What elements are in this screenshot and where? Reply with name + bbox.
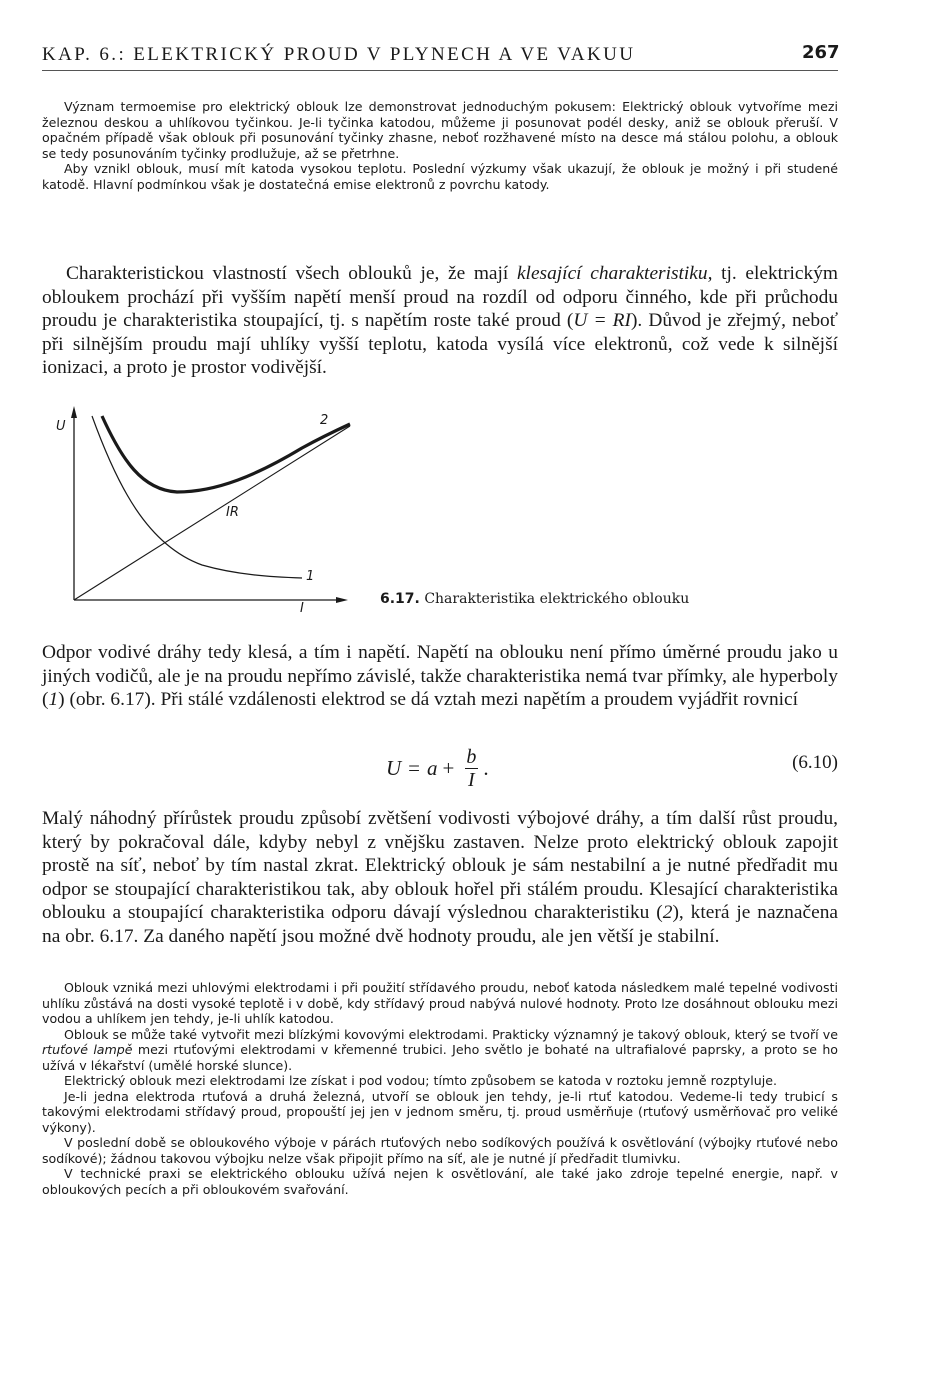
y-axis-arrow — [71, 406, 77, 418]
main-paragraph-1 — [42, 262, 838, 380]
eq-equals: = — [408, 755, 421, 780]
eq-numerator: b — [466, 745, 477, 768]
note-paragraph-4: Je-li jedna elektroda rtuťová a druhá železná, utvoří se oblouk jen tehdy, je-li rtuť katodou. Vedeme-li tedy trubicí s takovými elektrodami střídavý proud, propouští jej jen v jednom směru, tj. proud usměrňuje (rtuťový usměrňovač pro veliké výkony). — [42, 1088, 838, 1135]
figure-number: 6.17. — [380, 591, 420, 607]
arc-characteristic-figure — [52, 400, 362, 615]
note2-text-a: Oblouk se může také vytvořit mezi blízkými kovovými elektrodami. Prakticky významný je takový oblouk, který se tvoří ve — [64, 1026, 838, 1042]
chapter-header: KAP. 6.: ELEKTRICKÝ PROUD V PLYNECH A VE VAKUU — [42, 44, 636, 65]
curve-1-hyperbola — [92, 416, 302, 578]
para1-text-a: Charakteristickou vlastností všech oblouků je, že mají — [66, 263, 517, 284]
para2-text-a: Odpor vodivé dráhy tedy klesá, a tím i napětí. Napětí na oblouku není přímo úměrné proudu jako u jiných vodičů, ale je na proudu nepřímo závislé, takže charakteristika nemá tvar přímky, ale hyperboly ( — [42, 642, 838, 711]
eq-denominator: I — [465, 768, 478, 791]
equation-6-10 — [42, 738, 838, 798]
note-paragraph-5: V poslední době se obloukového výboje v párách rtuťových nebo sodíkových používá k osvětlování (výbojky rtuťové nebo sodíkové); žádnou takovou výbojku nelze však připojit přímo na síť, ale je nutné jí předřadit tlumivku. — [42, 1135, 838, 1166]
curve-1-label: 1 — [306, 569, 315, 584]
x-axis-arrow — [336, 597, 348, 603]
para2-text-b: ) (obr. 6.17). Při stálé vzdálenosti elektrod se dá vztah mezi napětím a proudem vyjádřit rovnicí — [58, 689, 799, 711]
equation-number: (6.10) — [792, 752, 838, 773]
para3-text-b: ), která je naznačena na obr. 6.17. Za daného napětí jsou možné dvě hodnoty proudu, ale jen větší je stabilní. — [42, 902, 838, 947]
header-rule — [42, 70, 838, 71]
main-paragraph-3 — [42, 807, 838, 949]
x-axis-label: I — [300, 601, 304, 615]
eq-a: a — [427, 755, 438, 780]
note-paragraph-2 — [42, 1027, 838, 1074]
note-paragraph-3: Elektrický oblouk mezi elektrodami lze získat i pod vodou; tímto způsobem se katoda v roztoku jemně rozptyluje. — [64, 1073, 777, 1088]
eq-period: . — [483, 755, 489, 780]
para1-text-c: ). Důvod je zřejmý, neboť při silnějším proudu mají uhlíky vyšší teplotu, katoda vysílá více elektronů, což vede k silnější ionizaci, a proto je prostor vodivější. — [42, 310, 838, 379]
ir-line-label: IR — [226, 505, 239, 520]
intro-paragraph-1: Význam termoemise pro elektrický oblouk lze demonstrovat jednoduchým pokusem: Elektrický oblouk vytvoříme mezi železnou deskou a uhlíkovou tyčinkou. Je-li tyčinka katodou, můžeme ji posunovat podél desky, aniž se oblouk přeruší. V opačném případě však oblouk při posunování tyčinky zhasne, neboť rozžhavené místo na desce má stálou polohu, a oblouk se tedy posunováním tyčinky prodlužuje, až se přetrhne. — [42, 99, 838, 161]
figure-caption-text: Charakteristika elektrického oblouku — [424, 591, 690, 607]
eq-lhs: U — [386, 755, 402, 780]
equation-body — [386, 742, 489, 794]
eq-fraction — [463, 746, 479, 791]
para1-text-b: tj. elektrickým obloukem prochází při vyšším napětí menší proud na rozdíl od odporu činného, kde při průchodu proudu je charakteristika stoupající, tj. s napětím roste také proud ( — [42, 263, 838, 332]
note-paragraph-1: Oblouk vzniká mezi uhlovými elektrodami i při použití střídavého proudu, neboť katoda následkem malé tepelné vodivosti uhlíku zůstává na dosti vysoké teplotě i v době, kdy střídavý proud nabývá nulové hodnoty. Proto lze dosáhnout oblouku mezi vodou a uhlíkem jen tehdy, je-li uhlík katodou. — [42, 980, 838, 1026]
page-number: 267 — [802, 42, 840, 63]
para1-emphasis: klesající charakteristiku, — [516, 263, 713, 284]
note2-emphasis: rtuťové lampě — [42, 1042, 133, 1057]
y-axis-label: U — [56, 419, 66, 434]
main-paragraph-2 — [42, 641, 838, 712]
para1-formula: U = RI — [573, 310, 631, 332]
curve-2-resultant — [102, 416, 350, 492]
curve-2-label: 2 — [320, 413, 329, 428]
figure-caption — [380, 591, 689, 607]
note-paragraph-6: V technické praxi se elektrického oblouku užívá nejen k osvětlování, ale také jako zdroje tepelné energie, např. v obloukových pecích a při obloukovém svařování. — [42, 1166, 838, 1197]
notes-small-text — [42, 980, 838, 1197]
intro-paragraph-2: Aby vznikl oblouk, musí mít katoda vysokou teplotu. Poslední výzkumy však ukazují, že oblouk je možný i při studené katodě. Hlavní podmínkou však je dostatečná emise elektronů z povrchu katody. — [42, 161, 838, 192]
para2-ref: 1 — [48, 689, 59, 711]
intro-small-text — [42, 99, 838, 192]
para3-text-a: Malý náhodný přírůstek proudu způsobí zvětšení vodivosti výbojové dráhy, a tím další růst proudu, který by pokračoval dále, kdyby nebyl z vnějšku zastaven. Nelze proto elektrický oblouk zapojit prostě na síť, neboť by tím nastal zkrat. Elektrický oblouk je sám nestabilní a je nutné předřadit mu odpor se stoupající charakteristikou tak, aby oblouk hořel při stálém proudu. Klesající charakteristika oblouku a stoupající charakteristika odporu dávají výslednou charakteristiku ( — [42, 808, 838, 924]
eq-plus: + — [442, 755, 455, 780]
note2-text-b: mezi rtuťovými elektrodami v křemenné trubici. Jeho světlo je bohaté na ultrafialové paprsky, a proto se ho užívá v lékařství (umělé horské slunce). — [42, 1042, 838, 1073]
para3-ref: 2 — [662, 902, 673, 924]
